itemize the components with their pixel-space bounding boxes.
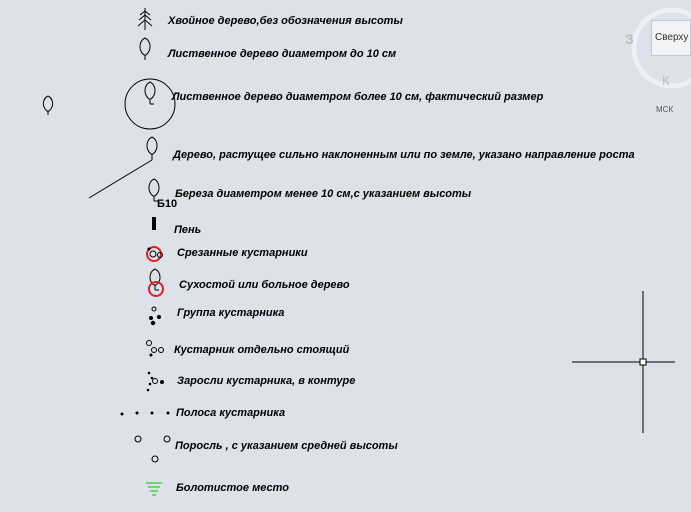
legend-label-swamp: Болотистое место xyxy=(176,482,289,494)
stump-icon xyxy=(152,217,156,230)
legend-label-deciduous-large: Лиственное дерево диаметром более 10 см, фактический размер xyxy=(172,91,544,103)
legend-label-cut-shrubs: Срезанные кустарники xyxy=(177,247,308,259)
crosshair-cursor-icon xyxy=(572,291,675,433)
legend-label-birch: Береза диаметром менее 10 см,с указанием высоты xyxy=(175,188,472,200)
legend-label-solitary-shrub: Кустарник отдельно стоящий xyxy=(174,344,350,356)
legend-label-undergrowth: Поросль , с указанием средней высоты xyxy=(175,440,398,452)
viewcube-east-label[interactable]: К xyxy=(662,73,670,88)
conifer-tree-icon xyxy=(138,8,152,30)
viewcube-face-label: Сверху xyxy=(655,32,689,43)
legend-label-shrub-thicket: Заросли кустарника, в контуре xyxy=(177,375,356,387)
shrub-thicket-icon xyxy=(147,372,164,392)
legend-label-conifer: Хвойное дерево,без обозначения высоты xyxy=(168,15,403,27)
solitary-shrub-icon xyxy=(147,341,164,357)
legend-label-stump: Пень xyxy=(174,224,202,236)
dead-tree-icon xyxy=(149,269,163,296)
viewcube-ucs-menu[interactable]: МСК xyxy=(656,105,674,114)
undergrowth-icon xyxy=(135,436,170,462)
deciduous-tree-icon xyxy=(43,96,52,115)
shrub-strip-icon xyxy=(121,412,170,416)
viewcube-west-label[interactable]: З xyxy=(625,31,634,47)
leaning-tree-icon xyxy=(89,137,157,198)
cut-shrubs-icon xyxy=(147,247,163,261)
viewcube-top-face[interactable] xyxy=(651,20,691,56)
legend-label-deciduous-small: Лиственное дерево диаметром до 10 см xyxy=(168,48,397,60)
legend-label-shrub-group: Группа кустарника xyxy=(177,307,285,319)
legend-label-leaning-tree: Дерево, растущее сильно наклоненным или по земле, указано направление роста xyxy=(173,149,635,161)
deciduous-tree-small-icon xyxy=(140,38,150,60)
birch-height-label: Б10 xyxy=(157,198,178,210)
swamp-icon xyxy=(146,483,162,495)
legend-label-shrub-strip: Полоса кустарника xyxy=(176,407,286,419)
legend-label-dead-tree: Сухостой или больное дерево xyxy=(179,279,350,291)
shrub-group-icon xyxy=(149,307,161,325)
deciduous-tree-large-icon xyxy=(125,79,175,129)
